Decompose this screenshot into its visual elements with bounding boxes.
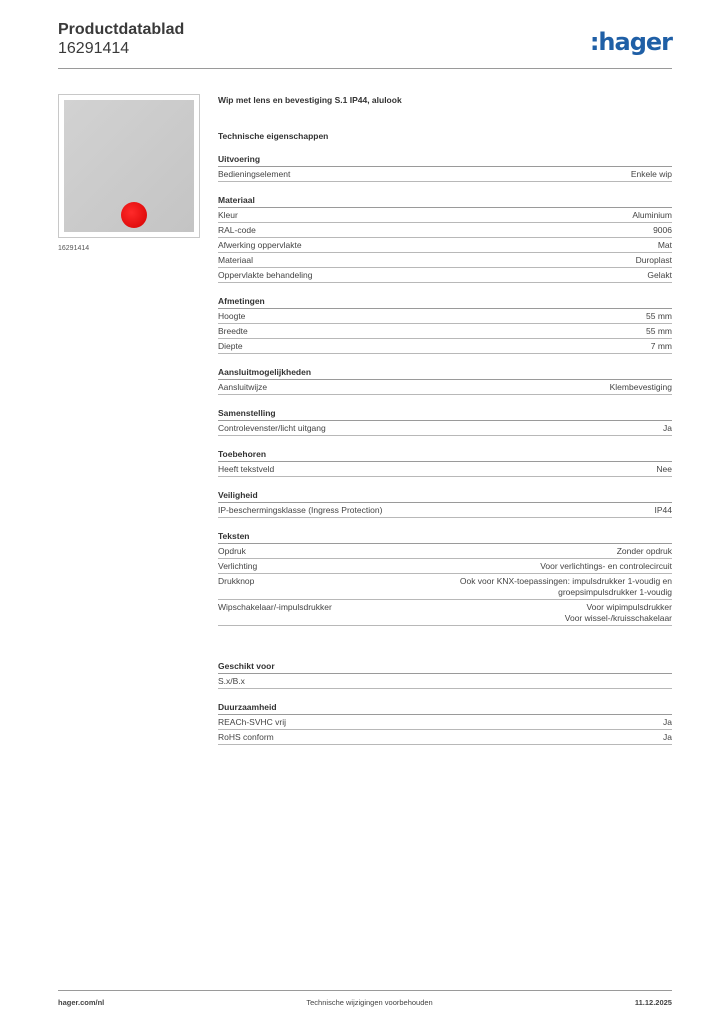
spec-label: IP-beschermingsklasse (Ingress Protection) — [218, 504, 383, 515]
footer-disclaimer: Technische wijzigingen voorbehouden — [306, 998, 433, 1007]
spec-value: 9006 — [653, 224, 672, 235]
spec-value: Ook voor KNX-toepassingen: impulsdrukker 1-voudig en groepsimpulsdrukker 1-voudig — [459, 575, 672, 597]
section-title: Afmetingen — [218, 296, 672, 309]
spec-content — [218, 95, 672, 745]
spec-value: 55 mm — [646, 310, 672, 321]
spec-row — [218, 715, 672, 730]
spec-section — [218, 408, 672, 436]
product-title: Wip met lens en bevestiging S.1 IP44, alulook — [218, 95, 402, 105]
spec-section — [218, 490, 672, 518]
spec-label: Drukknop — [218, 575, 255, 586]
spec-section — [218, 661, 672, 689]
footer-website: hager.com/nl — [58, 998, 105, 1007]
section-title: Aansluitmogelijkheden — [218, 367, 672, 380]
spec-section — [218, 702, 672, 745]
spec-label: Controlevenster/licht uitgang — [218, 422, 326, 433]
spec-row — [218, 462, 672, 477]
spec-row — [218, 167, 672, 182]
spec-label: Kleur — [218, 209, 238, 220]
spec-label: REACh-SVHC vrij — [218, 716, 287, 727]
spec-value: 7 mm — [650, 340, 672, 351]
spec-section — [218, 531, 672, 626]
spec-row — [218, 309, 672, 324]
section-title: Duurzaamheid — [218, 702, 672, 715]
spec-value: Ja — [663, 716, 672, 727]
spec-row — [218, 559, 672, 574]
spec-row — [218, 380, 672, 395]
spec-row — [218, 574, 672, 600]
spec-row — [218, 208, 672, 223]
header-divider — [58, 68, 672, 69]
spec-label: RAL-code — [218, 224, 256, 235]
spec-section — [218, 449, 672, 477]
spec-label: RoHS conform — [218, 731, 274, 742]
spec-label: Materiaal — [218, 254, 253, 265]
spec-value: Gelakt — [647, 269, 672, 280]
spec-value: IP44 — [654, 504, 672, 515]
spec-value: 55 mm — [646, 325, 672, 336]
spec-row — [218, 253, 672, 268]
section-title: Geschikt voor — [218, 661, 672, 674]
spec-row — [218, 421, 672, 436]
hager-logo: :hager — [589, 28, 672, 56]
rocker-plate — [64, 100, 194, 232]
footer-divider — [58, 990, 672, 991]
spec-section — [218, 195, 672, 283]
spec-label: Aansluitwijze — [218, 381, 268, 392]
spec-label: Verlichting — [218, 560, 258, 571]
spec-value: Zonder opdruk — [616, 545, 672, 556]
spec-label: Diepte — [218, 340, 243, 351]
spec-label: Heeft tekstveld — [218, 463, 275, 474]
red-lens — [121, 202, 147, 228]
spec-row — [218, 268, 672, 283]
spec-row — [218, 339, 672, 354]
spec-value: Voor wipimpulsdrukker Voor wissel-/kruisschakelaar — [564, 601, 672, 623]
footer — [58, 998, 672, 1007]
spec-row — [218, 223, 672, 238]
spec-row — [218, 324, 672, 339]
spec-label: S.x/B.x — [218, 675, 245, 686]
section-title: Toebehoren — [218, 449, 672, 462]
product-image — [58, 94, 200, 238]
spec-row — [218, 600, 672, 626]
spec-label: Hoogte — [218, 310, 246, 321]
spec-label: Opdruk — [218, 545, 246, 556]
technical-properties-heading: Technische eigenschappen — [218, 131, 329, 141]
spec-value: Duroplast — [635, 254, 672, 265]
document-header — [58, 20, 184, 58]
section-title: Materiaal — [218, 195, 672, 208]
spec-section — [218, 154, 672, 182]
spec-value: Enkele wip — [630, 168, 672, 179]
spec-value: Klembevestiging — [609, 381, 672, 392]
section-title: Teksten — [218, 531, 672, 544]
spec-value: Voor verlichtings- en controlecircuit — [540, 560, 672, 571]
spec-section — [218, 296, 672, 354]
spec-row — [218, 544, 672, 559]
spec-label: Wipschakelaar/-impulsdrukker — [218, 601, 332, 612]
spec-value: Ja — [663, 731, 672, 742]
spec-value: Mat — [657, 239, 672, 250]
spec-row — [218, 674, 672, 689]
spec-section — [218, 367, 672, 395]
spec-row — [218, 730, 672, 745]
document-title: Productdatablad — [58, 21, 185, 38]
spec-row — [218, 238, 672, 253]
section-title: Veiligheid — [218, 490, 672, 503]
footer-date: 11.12.2025 — [634, 998, 672, 1007]
spec-row — [218, 503, 672, 518]
spec-label: Oppervlakte behandeling — [218, 269, 313, 280]
section-title: Uitvoering — [218, 154, 672, 167]
image-caption: 16291414 — [58, 245, 90, 252]
spec-sections — [218, 154, 672, 745]
spec-value: Ja — [663, 422, 672, 433]
spec-label: Afwerking oppervlakte — [218, 239, 302, 250]
document-number: 16291414 — [58, 40, 130, 57]
spec-label: Bedieningselement — [218, 168, 291, 179]
spec-value: Aluminium — [632, 209, 672, 220]
section-title: Samenstelling — [218, 408, 672, 421]
spec-value: Nee — [656, 463, 672, 474]
spec-label: Breedte — [218, 325, 248, 336]
